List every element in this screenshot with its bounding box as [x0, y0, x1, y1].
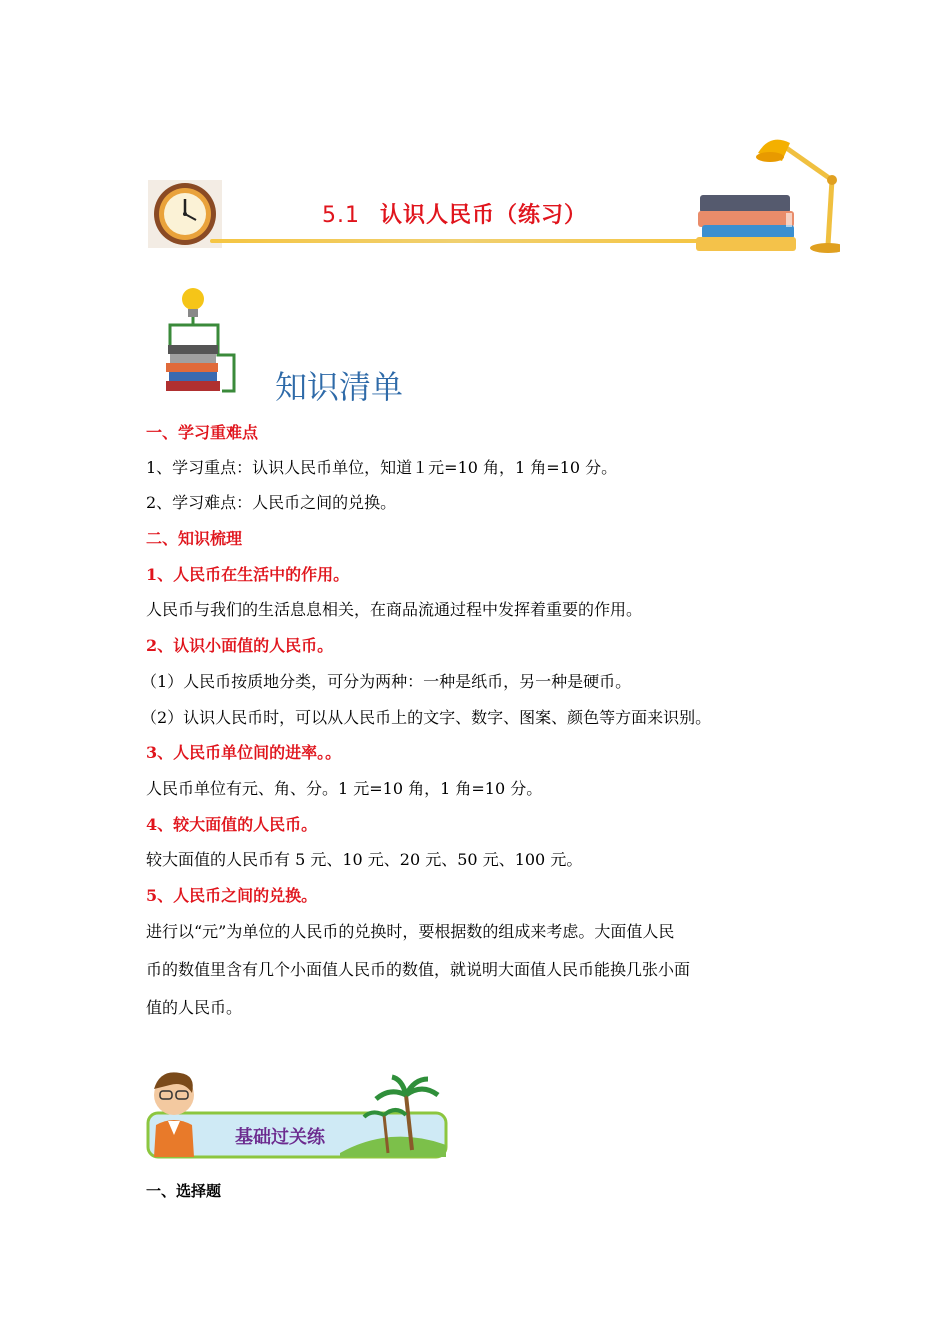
- section-key-points: 一、学习重难点: [146, 423, 259, 442]
- topic-text-5c: 值的人民币。: [146, 998, 243, 1017]
- practice-banner-label: 基础过关练: [235, 1127, 325, 1148]
- topic-text-4: 较大面值的人民币有 5 元、10 元、20 元、50 元、100 元。: [146, 850, 583, 869]
- clock-icon: [148, 180, 222, 248]
- topic-heading-5: 5、人民币之间的兑换。: [146, 886, 318, 905]
- topic-heading-1: 1、人民币在生活中的作用。: [146, 565, 350, 584]
- topic-heading-4: 4、较大面值的人民币。: [146, 815, 318, 834]
- section-multiple-choice: 一、选择题: [146, 1182, 222, 1200]
- books-lamp-icon: [690, 125, 840, 255]
- difficulty-line: 2、学习难点：人民币之间的兑换。: [146, 493, 397, 512]
- bulb-books-icon: [160, 285, 240, 401]
- title-text: 认识人民币（练习）: [380, 203, 588, 228]
- topic-heading-3: 3、人民币单位间的进率。。: [146, 743, 342, 762]
- topic-text-2a: （1）人民币按质地分类，可分为两种：一种是纸币，另一种是硬币。: [141, 672, 632, 691]
- topic-heading-2: 2、认识小面值的人民币。: [146, 636, 334, 655]
- knowledge-heading: 知识清单: [275, 368, 404, 406]
- topic-text-5b: 币的数值里含有几个小面值人民币的数值，就说明大面值人民币能换几张小面: [146, 960, 691, 979]
- topic-text-3: 人民币单位有元、角、分。1 元=10 角，1 角=10 分。: [146, 779, 543, 798]
- section-number: 5.1: [322, 203, 360, 228]
- key-point-line: 1、学习重点：认识人民币单位，知道１元=10 角，1 角=10 分。: [146, 458, 618, 477]
- topic-text-2b: （2）认识人民币时，可以从人民币上的文字、数字、图案、颜色等方面来识别。: [141, 708, 712, 727]
- practice-banner-graphic: [140, 1065, 450, 1165]
- topic-text-5a: 进行以“元”为单位的人民币的兑换时，要根据数的组成来考虑。大面值人民: [146, 922, 675, 941]
- section-knowledge: 二、知识梳理: [146, 529, 243, 548]
- header-rule: [210, 239, 710, 243]
- page-title: [322, 198, 587, 229]
- topic-text-1: 人民币与我们的生活息息相关，在商品流通过程中发挥着重要的作用。: [146, 600, 643, 619]
